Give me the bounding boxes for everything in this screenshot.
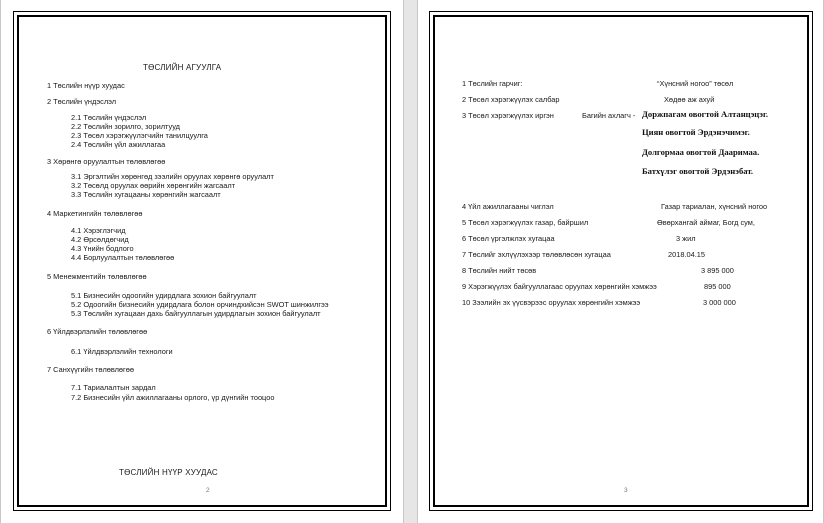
- info-label: 4 Үйл ажиллагааны чиглэл: [462, 202, 554, 211]
- info-value: 3 895 000: [701, 266, 734, 275]
- toc-title: ТӨСЛИЙН АГУУЛГА: [143, 63, 222, 72]
- page-border-inner: [433, 15, 809, 507]
- toc-subitem: 7.2 Бизнесийн үйл ажиллагааны орлого, үр дүнгийн тооцоо: [71, 393, 275, 402]
- info-label: 1 Төслийн гарчиг:: [462, 79, 523, 88]
- toc-subitem: 2.3 Төсөл хэрэгжүүлэгчийн танилцуулга: [71, 131, 208, 140]
- info-label: 8 Төслийн нийт төсөв: [462, 266, 537, 275]
- toc-item: 5 Менежментийн төлөвлөгөө: [47, 272, 147, 281]
- toc-subitem: 7.1 Тариалалтын зардал: [71, 383, 156, 392]
- info-label: 9 Хэрэгжүүлэх байгууллагаас оруулах хөрөнгийн хэмжээ: [462, 282, 657, 291]
- toc-subitem: 5.3 Төслийн хугацаан дахь байгууллагын удирдлагын зохион байгуулалт: [71, 309, 321, 318]
- toc-item: 7 Санхүүгийн төлөвлөгөө: [47, 365, 134, 374]
- team-member: Батхүлэг овогтой Эрдэнэбат.: [642, 166, 754, 176]
- info-label: 10 Зээлийн эх үүсвэрээс оруулах хөрөнгийн хэмжээ: [462, 298, 641, 307]
- page-number: 3: [624, 487, 628, 494]
- toc-subitem: 4.1 Хэрэглэгчид: [71, 226, 126, 235]
- toc-item: 1 Төслийн нүүр хуудас: [47, 81, 125, 90]
- document-page-3: [417, 0, 824, 523]
- toc-subitem: 2.2 Төслийн зорилго, зорилтууд: [71, 122, 180, 131]
- toc-subitem: 3.3 Төслийн хугацааны хөрөнгийн жагсаалт: [71, 190, 221, 199]
- toc-item: 4 Маркетингийн төлөвлөгөө: [47, 209, 143, 218]
- info-value: 2018.04.15: [668, 250, 705, 259]
- page-number: 2: [206, 487, 210, 494]
- document-page-2: [0, 0, 404, 523]
- info-label: 3 Төсөл хэрэгжүүлэх иргэн: [462, 111, 554, 120]
- toc-subitem: 5.2 Одоогийн бизнесийн удирдлага болон орчиндхийсэн SWOT шинжилгээ: [71, 300, 329, 309]
- toc-subitem: 4.2 Өрсөлдөгчид: [71, 235, 129, 244]
- info-value: 3 жил: [676, 234, 696, 243]
- section-heading: ТӨСЛИЙН НҮҮР ХУУДАС: [119, 468, 218, 477]
- team-member: Доржпагам овогтой Алтанцэцэг.: [642, 109, 769, 119]
- toc-subitem: 2.4 Төслийн үйл ажиллагаа: [71, 140, 166, 149]
- info-label: 2 Төсөл хэрэгжүүлэх салбар: [462, 95, 560, 104]
- toc-item: 2 Төслийн үндэслэл: [47, 97, 117, 106]
- toc-subitem: 4.4 Борлуулалтын төлөвлөгөө: [71, 253, 175, 262]
- toc-subitem: 3.2 Төсөлд оруулах өөрийн хөрөнгийн жагсаалт: [71, 181, 236, 190]
- info-value: Газар тариалан, хүнсний ногоо: [661, 202, 768, 211]
- info-label: 7 Төслийг эхлүүлэхээр төлөвлөсөн хугацаа: [462, 250, 611, 259]
- team-member: Циян овогтой Эрдэнэчимэг.: [642, 127, 750, 137]
- toc-subitem: 5.1 Бизнесийн одоогийн удирдлага зохион байгуулалт: [71, 291, 257, 300]
- toc-item: 3 Хөрөнгө оруулалтын төлөвлөгөө: [47, 157, 166, 166]
- info-value: “Хүнсний ногоо” төсөл: [657, 79, 734, 88]
- info-label: 6 Төсөл үргэлжлэх хугацаа: [462, 234, 555, 243]
- toc-subitem: 3.1 Эргэлтийн хөрөнгөд зээлийн оруулах хөрөнгө оруулалт: [71, 172, 274, 181]
- info-label: 5 Төсөл хэрэгжүүлэх газар, байршил: [462, 218, 589, 227]
- toc-item: 6 Үйлдвэрлэлийн төлөвлөгөө: [47, 327, 148, 336]
- info-value: 3 000 000: [703, 298, 736, 307]
- info-value: Өвөрхангай аймаг, Богд сум,: [657, 218, 755, 227]
- toc-subitem: 4.3 Үнийн бодлого: [71, 244, 134, 253]
- info-value: Хөдөө аж ахуй: [664, 95, 715, 104]
- info-value: 895 000: [704, 282, 731, 291]
- toc-subitem: 6.1 Үйлдвэрлэлийн технологи: [71, 347, 173, 356]
- toc-subitem: 2.1 Төслийн үндэслэл: [71, 113, 147, 122]
- team-member: Долгормаа овогтой Дааримаа.: [642, 147, 760, 157]
- info-value: Багийн ахлагч -: [582, 111, 636, 120]
